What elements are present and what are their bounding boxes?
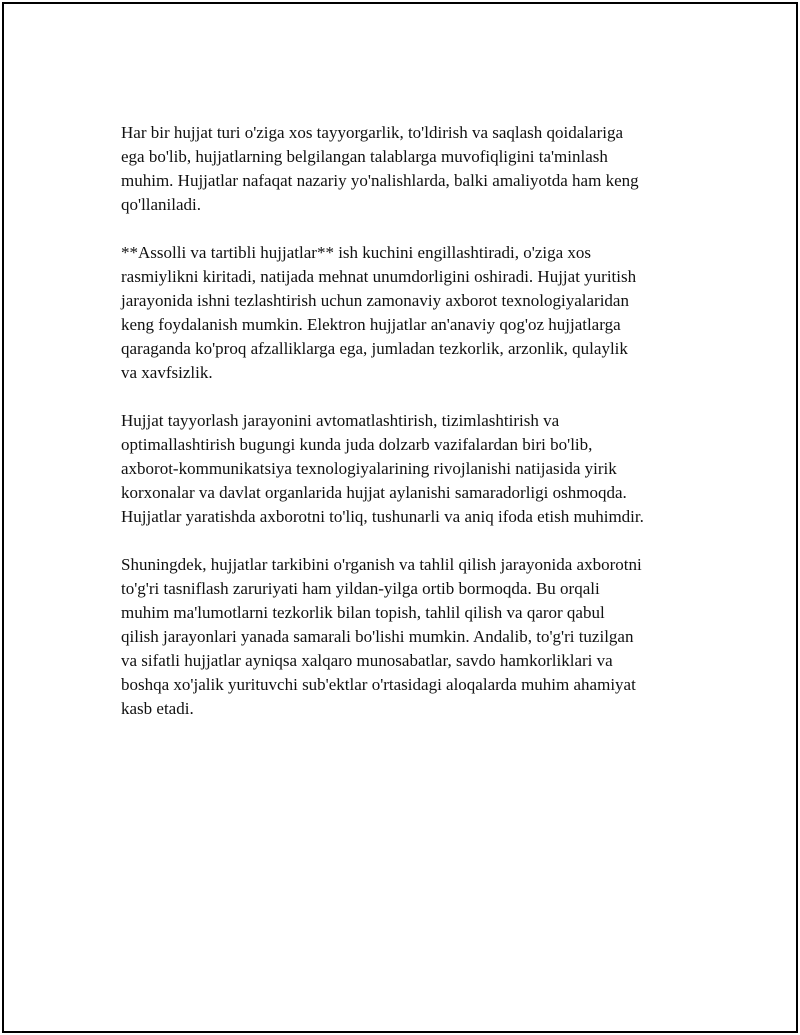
- text-line: qaraganda ko'proq afzalliklarga ega, jumladan tezkorlik, arzonlik, qulaylik: [121, 339, 628, 358]
- text-line: jarayonida ishni tezlashtirish uchun zamonaviy axborot texnologiyalaridan: [121, 291, 629, 310]
- text-line: Shuningdek, hujjatlar tarkibini o'rganish va tahlil qilish jarayonida axborotni: [121, 555, 642, 574]
- text-line: Hujjatlar yaratishda axborotni to'liq, tushunarli va aniq ifoda etish muhimdir.: [121, 507, 644, 526]
- text-line: qo'llaniladi.: [121, 195, 202, 214]
- text-line: to'g'ri tasniflash zaruriyati ham yildan-yilga ortib bormoqda. Bu orqali: [121, 579, 600, 598]
- text-line: boshqa xo'jalik yurituvchi sub'ektlar o'rtasidagi aloqalarda muhim ahamiyat: [121, 675, 636, 694]
- paragraph-3: [121, 409, 701, 529]
- text-line: Har bir hujjat turi o'ziga xos tayyorgarlik, to'ldirish va saqlash qoidalariga: [121, 123, 623, 142]
- text-line: korxonalar va davlat organlarida hujjat aylanishi samaradorligi oshmoqda.: [121, 483, 627, 502]
- text-line: qilish jarayonlari yanada samarali bo'lishi mumkin. Andalib, to'g'ri tuzilgan: [121, 627, 634, 646]
- paragraph-2: [121, 241, 701, 385]
- document-body: [121, 121, 701, 745]
- text-line: axborot-kommunikatsiya texnologiyalarining rivojlanishi natijasida yirik: [121, 459, 617, 478]
- paragraph-1: [121, 121, 701, 217]
- text-line: keng foydalanish mumkin. Elektron hujjatlar an'anaviy qog'oz hujjatlarga: [121, 315, 621, 334]
- text-line: optimallashtirish bugungi kunda juda dolzarb vazifalardan biri bo'lib,: [121, 435, 593, 454]
- text-line: kasb etadi.: [121, 699, 194, 718]
- paragraph-4: [121, 553, 701, 721]
- text-line: **Assolli va tartibli hujjatlar** ish kuchini engillashtiradi, o'ziga xos: [121, 243, 592, 262]
- page-border: [2, 2, 798, 1033]
- text-line: rasmiylikni kiritadi, natijada mehnat unumdorligini oshiradi. Hujjat yuritish: [121, 267, 637, 286]
- text-line: va xavfsizlik.: [121, 363, 213, 382]
- text-line: muhim. Hujjatlar nafaqat nazariy yo'nalishlarda, balki amaliyotda ham keng: [121, 171, 639, 190]
- text-line: Hujjat tayyorlash jarayonini avtomatlashtirish, tizimlashtirish va: [121, 411, 560, 430]
- text-line: muhim ma'lumotlarni tezkorlik bilan topish, tahlil qilish va qaror qabul: [121, 603, 605, 622]
- text-line: va sifatli hujjatlar ayniqsa xalqaro munosabatlar, savdo hamkorliklari va: [121, 651, 613, 670]
- text-line: ega bo'lib, hujjatlarning belgilangan talablarga muvofiqligini ta'minlash: [121, 147, 608, 166]
